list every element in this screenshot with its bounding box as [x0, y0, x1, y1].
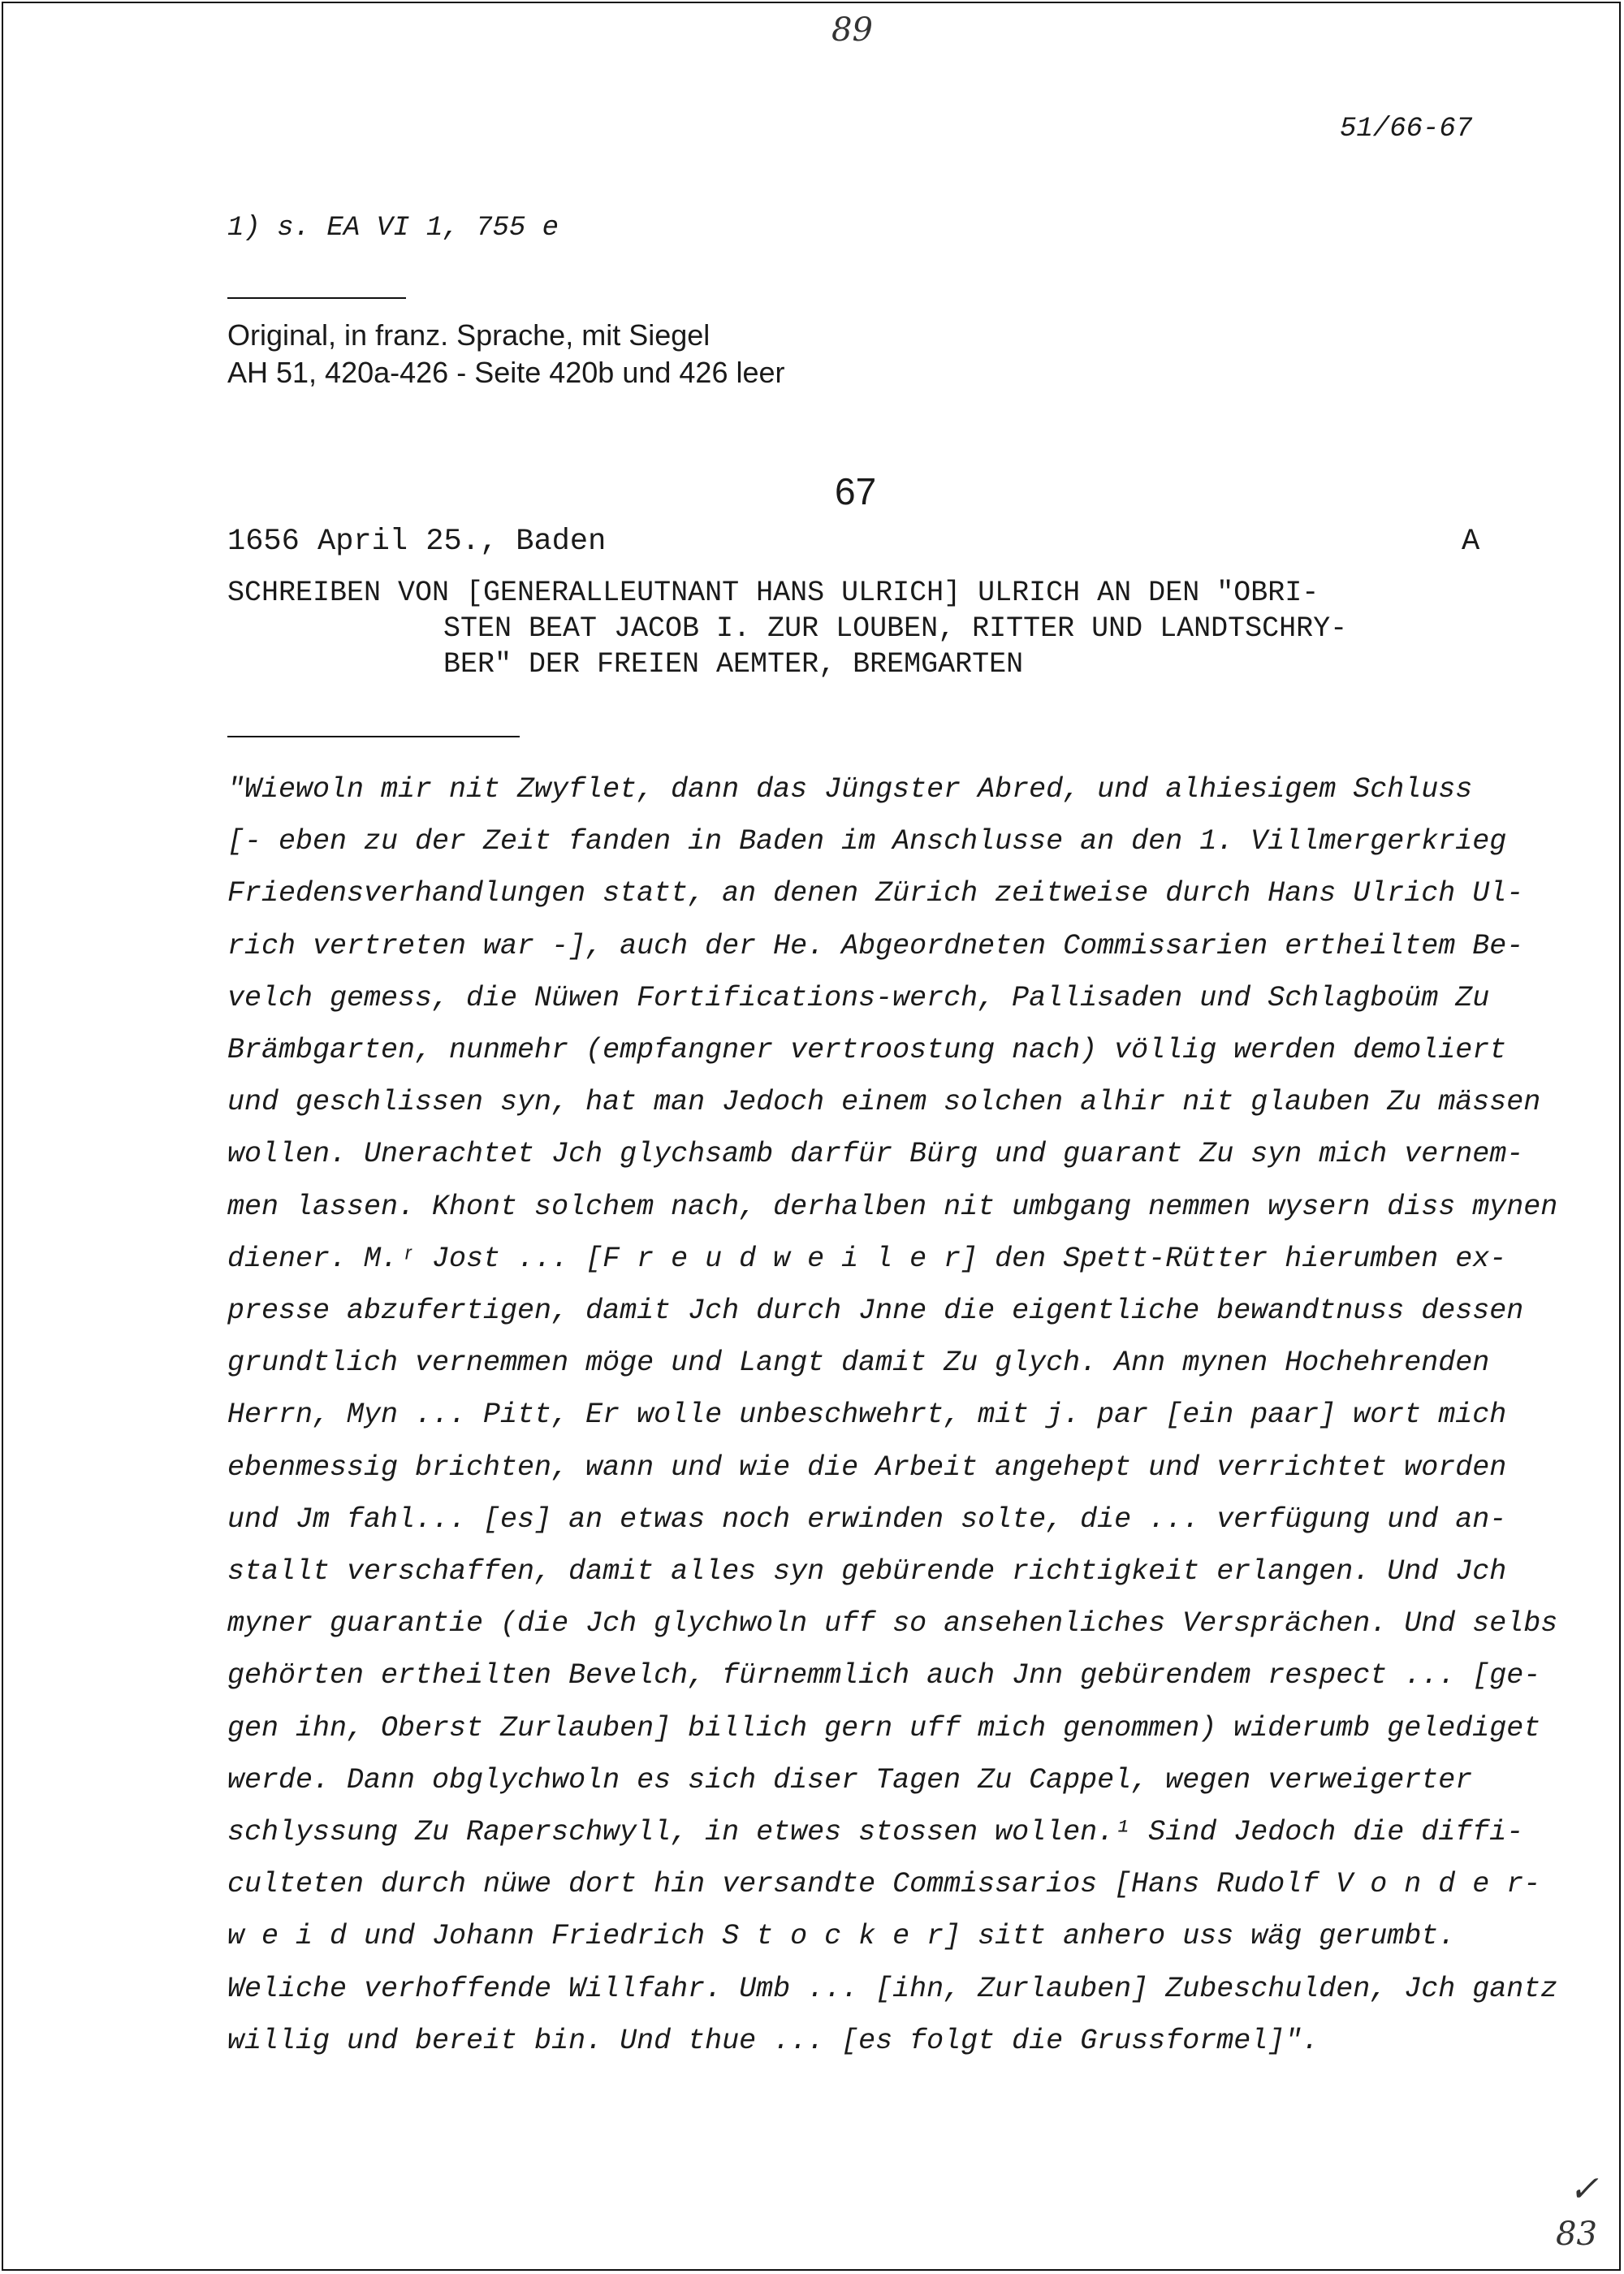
- body-line: und Jm fahl... [es] an etwas noch erwinden solte, die ... verfügung und an-: [227, 1502, 1507, 1536]
- handwritten-page-mark: 89: [831, 11, 873, 49]
- letter-body: [227, 763, 1558, 2067]
- body-line: willig und bereit bin. Und thue ... [es folgt die Grussformel]".: [227, 2024, 1320, 2057]
- body-line: culteten durch nüwe dort hin versandte Commissarios [Hans Rudolf V o n d e r-: [227, 1868, 1541, 1901]
- body-line: Herrn, Myn ... Pitt, Er wolle unbeschwehrt, mit j. par [ein paar] wort mich: [227, 1399, 1507, 1432]
- handwritten-corner-number: 83: [1556, 2216, 1597, 2253]
- archive-reference: 51/66-67: [1340, 114, 1473, 145]
- body-line: men lassen. Khont solchem nach, derhalben nit umbgang nemmen wysern diss mynen: [227, 1190, 1558, 1223]
- body-line: gehörten ertheilten Bevelch, fürnemmlich auch Jnn gebürendem respect ... [ge-: [227, 1659, 1541, 1693]
- body-line: presse abzufertigen, damit Jch durch Jnne die eigentliche bewandtnuss dessen: [227, 1295, 1524, 1328]
- body-line: Friedensverhandlungen statt, an denen Zürich zeitweise durch Hans Ulrich Ul-: [227, 877, 1524, 910]
- body-line: und geschlissen syn, hat man Jedoch einem solchen alhir nit glauben Zu mässen: [227, 1086, 1541, 1119]
- body-line: gen ihn, Oberst Zurlauben] billich gern uff mich genommen) widerumb gelediget: [227, 1711, 1541, 1744]
- body-line: ebenmessig brichten, wann und wie die Arbeit angehept und verrichtet worden: [227, 1450, 1507, 1484]
- document-number: 67: [835, 470, 877, 512]
- body-line: schlyssung Zu Raperschwyll, in etwes stossen wollen.¹ Sind Jedoch die diffi-: [227, 1816, 1524, 1849]
- body-line: rich vertreten war -], auch der He. Abgeordneten Commissarien ertheiltem Be-: [227, 929, 1524, 962]
- body-line: diener. M.ʳ Jost ... [F r e u d w e i l e r] den Spett-Rütter hierumben ex-: [227, 1242, 1507, 1275]
- heading-divider: [227, 736, 520, 737]
- footnote: 1) s. EA VI 1, 755 e: [227, 213, 559, 244]
- check-mark: ✓: [1569, 2168, 1599, 2210]
- body-line: Weliche verhoffende Willfahr. Umb ... [ihn, Zurlauben] Zubeschulden, Jch gantz: [227, 1972, 1558, 2005]
- footnote-divider: [227, 297, 406, 299]
- heading-line-1: SCHREIBEN VON [GENERALLEUTNANT HANS ULRICH] ULRICH AN DEN "OBRI-: [227, 577, 1320, 609]
- date-place: 1656 April 25., Baden: [227, 525, 607, 559]
- body-line: "Wiewoln mir nit Zwyflet, dann das Jüngster Abred, und alhiesigem Schluss: [227, 773, 1473, 806]
- body-line: grundtlich vernemmen möge und Langt damit Zu glych. Ann mynen Hochehrenden: [227, 1347, 1490, 1380]
- classification-letter: A: [1462, 525, 1480, 559]
- body-line: velch gemess, die Nüwen Fortifications-werch, Pallisaden und Schlagboüm Zu: [227, 981, 1490, 1014]
- body-line: w e i d und Johann Friedrich S t o c k e r] sitt anhero uss wäg gerumbt.: [227, 1920, 1456, 1953]
- body-line: stallt verschaffen, damit alles syn gebürende richtigkeit erlangen. Und Jch: [227, 1555, 1507, 1589]
- body-line: [- eben zu der Zeit fanden in Baden im Anschlusse an den 1. Villmergerkrieg: [227, 825, 1507, 858]
- source-note: [227, 317, 785, 391]
- body-line: werde. Dann obglychwoln es sich diser Tagen Zu Cappel, wegen verweigerter: [227, 1763, 1473, 1796]
- body-line: wollen. Unerachtet Jch glychsamb darfür Bürg und guarant Zu syn mich vernem-: [227, 1138, 1524, 1171]
- heading-line-2: STEN BEAT JACOB I. ZUR LOUBEN, RITTER UND LANDTSCHRY-: [443, 612, 1348, 645]
- body-line: Brämbgarten, nunmehr (empfangner vertroostung nach) völlig werden demoliert: [227, 1034, 1507, 1067]
- body-line: myner guarantie (die Jch glychwoln uff so ansehenliches Versprächen. Und selbs: [227, 1607, 1558, 1641]
- source-line-2: AH 51, 420a-426 - Seite 420b und 426 leer: [227, 356, 785, 389]
- heading-line-3: BER" DER FREIEN AEMTER, BREMGARTEN: [443, 648, 1024, 681]
- source-line-1: Original, in franz. Sprache, mit Siegel: [227, 318, 710, 352]
